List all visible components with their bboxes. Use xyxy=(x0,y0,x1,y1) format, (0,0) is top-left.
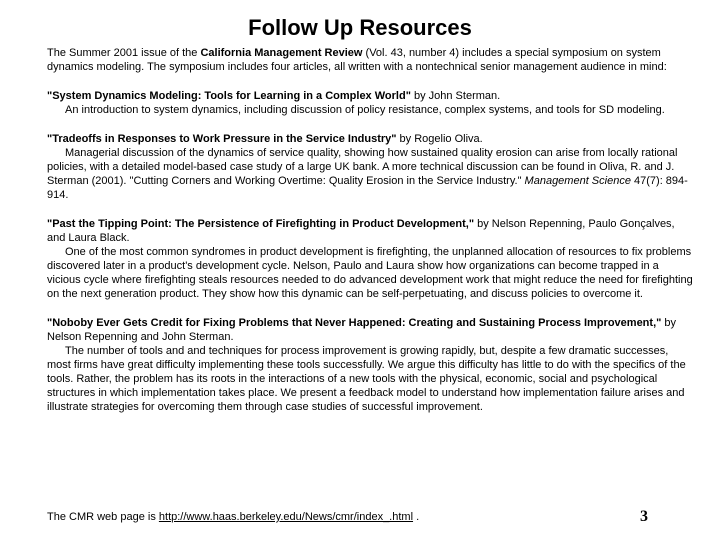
footer-text: The CMR web page is xyxy=(47,511,159,523)
footer xyxy=(47,510,419,524)
intro-text-post: (Vol. 43, number 4) includes a special symposium on system dynamics modeling. The symposium includes four articles, all written with a nontechnical senior management audience in mind: xyxy=(47,47,667,73)
article-title: "Past the Tipping Point: The Persistence of Firefighting in Product Development," xyxy=(47,218,475,230)
page-title: Follow Up Resources xyxy=(248,15,472,40)
article-title: "Noboby Ever Gets Credit for Fixing Problems that Never Happened: Creating and Sustaining Process Improvement," xyxy=(47,317,662,329)
intro-paragraph xyxy=(47,46,695,74)
article-description: The number of tools and and techniques for process improvement is growing rapidly, but, despite a few dramatic successes, most firms have great difficulty implementing these tools successfully. We argue this difficulty has little to do with the specifics of the tools. Rather, the problem has its roots in the interactions of a new tools with the physical, economic, social and psychological structures in which implementation takes place. We present a feedback model to understand how implementation failure arises and illustrate strategies for overcoming them through case studies of successful improvement. xyxy=(47,345,686,413)
article-description-text: Managerial discussion of the dynamics of service quality, showing how sustained quality erosion can arise from locally rational policies, with a detailed model-based case study of a large UK bank. A more technical discussion can be found in Oliva, R. and J. Sterman (2001). "Cutting Corners and Working Overtime: Quality Erosion in the Service Industry." xyxy=(47,147,678,187)
article-byline: by Nelson Repenning and John Sterman. xyxy=(47,317,677,343)
article-3 xyxy=(47,217,695,301)
slide-body xyxy=(47,46,695,429)
journal-name: California Management Review xyxy=(200,47,363,59)
article-4 xyxy=(47,316,695,414)
article-byline: by Rogelio Oliva. xyxy=(396,133,483,145)
article-heading xyxy=(47,217,695,245)
citation-tail: 47(7): 894-914. xyxy=(47,175,688,201)
article-heading xyxy=(47,132,695,146)
article-heading xyxy=(47,89,695,103)
article-1 xyxy=(47,89,695,117)
article-heading xyxy=(47,316,695,344)
article-description xyxy=(47,146,695,202)
journal-citation-italic: Management Science xyxy=(524,175,631,187)
cmr-web-link[interactable]: http://www.haas.berkeley.edu/News/cmr/index_.html xyxy=(158,511,414,523)
article-byline: by Nelson Repenning, Paulo Gonçalves, and Laura Black. xyxy=(47,218,675,244)
article-title: "Tradeoffs in Responses to Work Pressure in the Service Industry" xyxy=(47,133,397,145)
intro-text-pre: The Summer 2001 issue of the xyxy=(47,47,201,59)
footer-text-end: . xyxy=(413,511,420,523)
article-description: An introduction to system dynamics, including discussion of policy resistance, complex systems, and tools for SD modeling. xyxy=(65,104,665,116)
article-byline: by John Sterman. xyxy=(410,90,501,102)
article-description: One of the most common syndromes in product development is firefighting, the unplanned allocation of resources to fix problems discovered later in a product's development cycle. Nelson, Paulo and Laura show how organizations can become trapped in a vicious cycle where firefighting steals resources needed to do advanced development work that might reduce the need for firefighting on the next generation product. They show how this dynamic can be self-perpetuating, and discuss policies to overcome it. xyxy=(47,246,693,300)
page-number: 3 xyxy=(640,508,648,525)
article-title: "System Dynamics Modeling: Tools for Learning in a Complex World" xyxy=(47,90,411,102)
article-2 xyxy=(47,132,695,202)
